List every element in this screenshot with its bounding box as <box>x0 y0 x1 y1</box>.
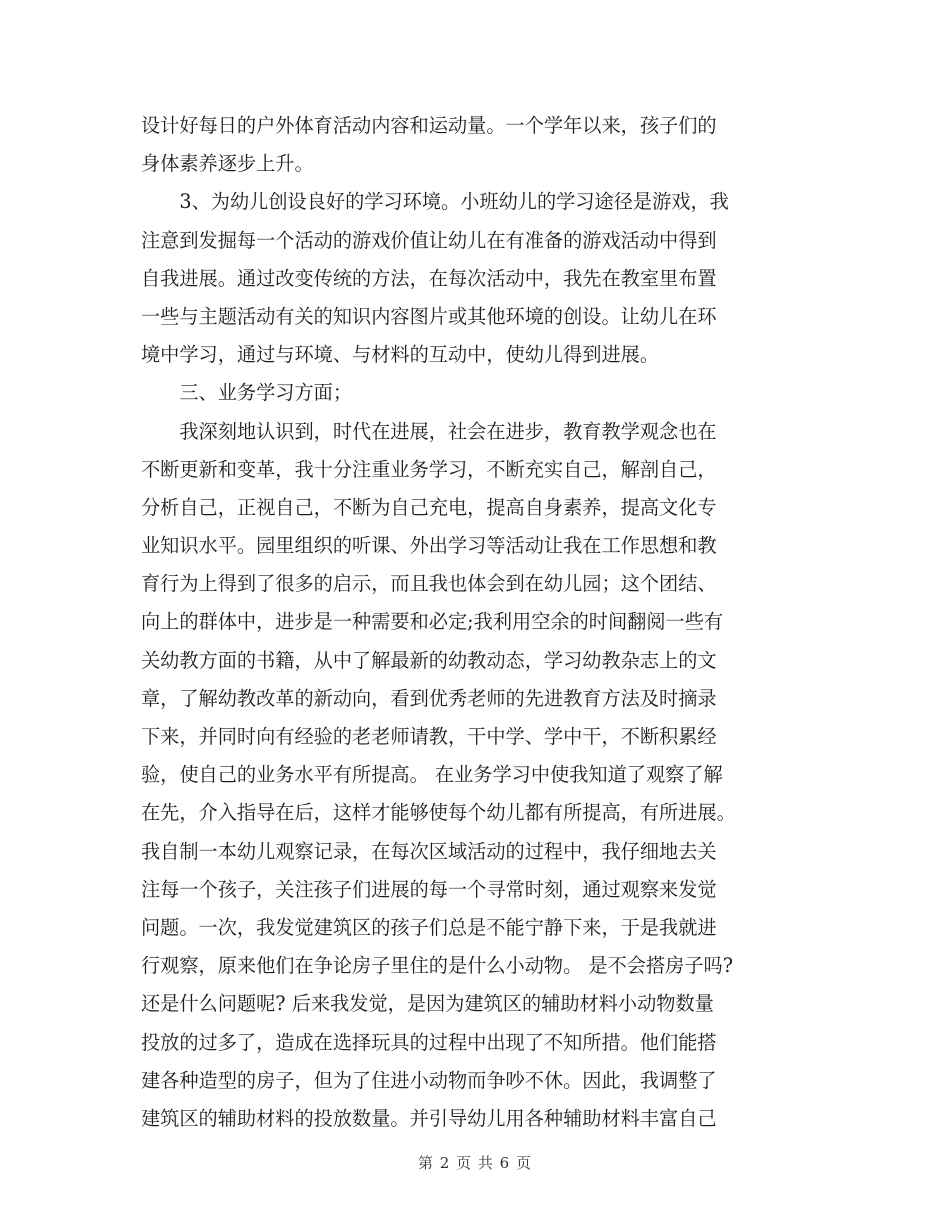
text-line: 建各种造型的房子，但为了住进小动物而争吵不休。因此，我调整了 <box>141 1068 717 1092</box>
text-line: 章，了解幼教改革的新动向，看到优秀老师的先进教育方法及时摘录 <box>141 686 717 710</box>
page-number-footer: 第 2 页 共 6 页 <box>418 1154 532 1172</box>
text-line: 在先，介入指导在后，这样才能够使每个幼儿都有所提高，有所进展。 <box>141 801 736 825</box>
text-line: 还是什么问题呢? 后来我发觉，是因为建筑区的辅助材料小动物数量 <box>141 992 714 1016</box>
text-line: 我深刻地认识到，时代在进展，社会在进步，教育教学观念也在 <box>141 419 717 443</box>
text-line: 我自制一本幼儿观察记录，在每次区域活动的过程中，我仔细地去关 <box>141 839 717 863</box>
body-text <box>141 107 811 1138</box>
text-line: 境中学习，通过与环境、与材料的互动中，使幼儿得到进展。 <box>141 343 660 367</box>
text-line: 分析自己，正视自己，不断为自己充电，提高自身素养，提高文化专 <box>141 495 717 519</box>
text-line: 不断更新和变革，我十分注重业务学习，不断充实自己，解剖自己， <box>141 457 717 481</box>
text-line: 行观察，原来他们在争论房子里住的是什么小动物。 是不会搭房子吗? <box>141 954 734 978</box>
text-line: 验，使自己的业务水平有所提高。 在业务学习中使我知道了观察了解 <box>141 763 723 787</box>
text-line: 自我进展。通过改变传统的方法，在每次活动中，我先在教室里布置 <box>141 266 717 290</box>
text-line: 育行为上得到了很多的启示，而且我也体会到在幼儿园；这个团结、 <box>141 572 717 596</box>
text-line: 关幼教方面的书籍，从中了解最新的幼教动态，学习幼教杂志上的文 <box>141 648 717 672</box>
text-line: 问题。一次，我发觉建筑区的孩子们总是不能宁静下来，于是我就进 <box>141 915 717 939</box>
text-line: 建筑区的辅助材料的投放数量。并引导幼儿用各种辅助材料丰富自己 <box>141 1106 717 1130</box>
text-line: 3、为幼儿创设良好的学习环境。小班幼儿的学习途径是游戏，我 <box>141 190 729 214</box>
text-line: 身体素养逐步上升。 <box>141 152 314 176</box>
text-line: 一些与主题活动有关的知识内容图片或其他环境的创设。让幼儿在环 <box>141 304 717 328</box>
text-line: 设计好每日的户外体育活动内容和运动量。一个学年以来，孩子们的 <box>141 114 717 137</box>
text-line: 三、业务学习方面； <box>141 381 353 405</box>
text-line: 业知识水平。园里组织的听课、外出学习等活动让我在工作思想和教 <box>141 534 717 558</box>
text-line: 注意到发掘每一个活动的游戏价值让幼儿在有准备的游戏活动中得到 <box>141 228 717 252</box>
text-line: 向上的群体中，进步是一种需要和必定;我利用空余的时间翻阅一些有 <box>141 610 724 634</box>
text-line: 下来，并同时向有经验的老老师请教，干中学、学中干，不断积累经 <box>141 725 717 748</box>
text-line: 投放的过多了，造成在选择玩具的过程中出现了不知所措。他们能搭 <box>141 1030 717 1054</box>
text-line: 注每一个孩子，关注孩子们进展的每一个寻常时刻，通过观察来发觉 <box>141 877 717 901</box>
